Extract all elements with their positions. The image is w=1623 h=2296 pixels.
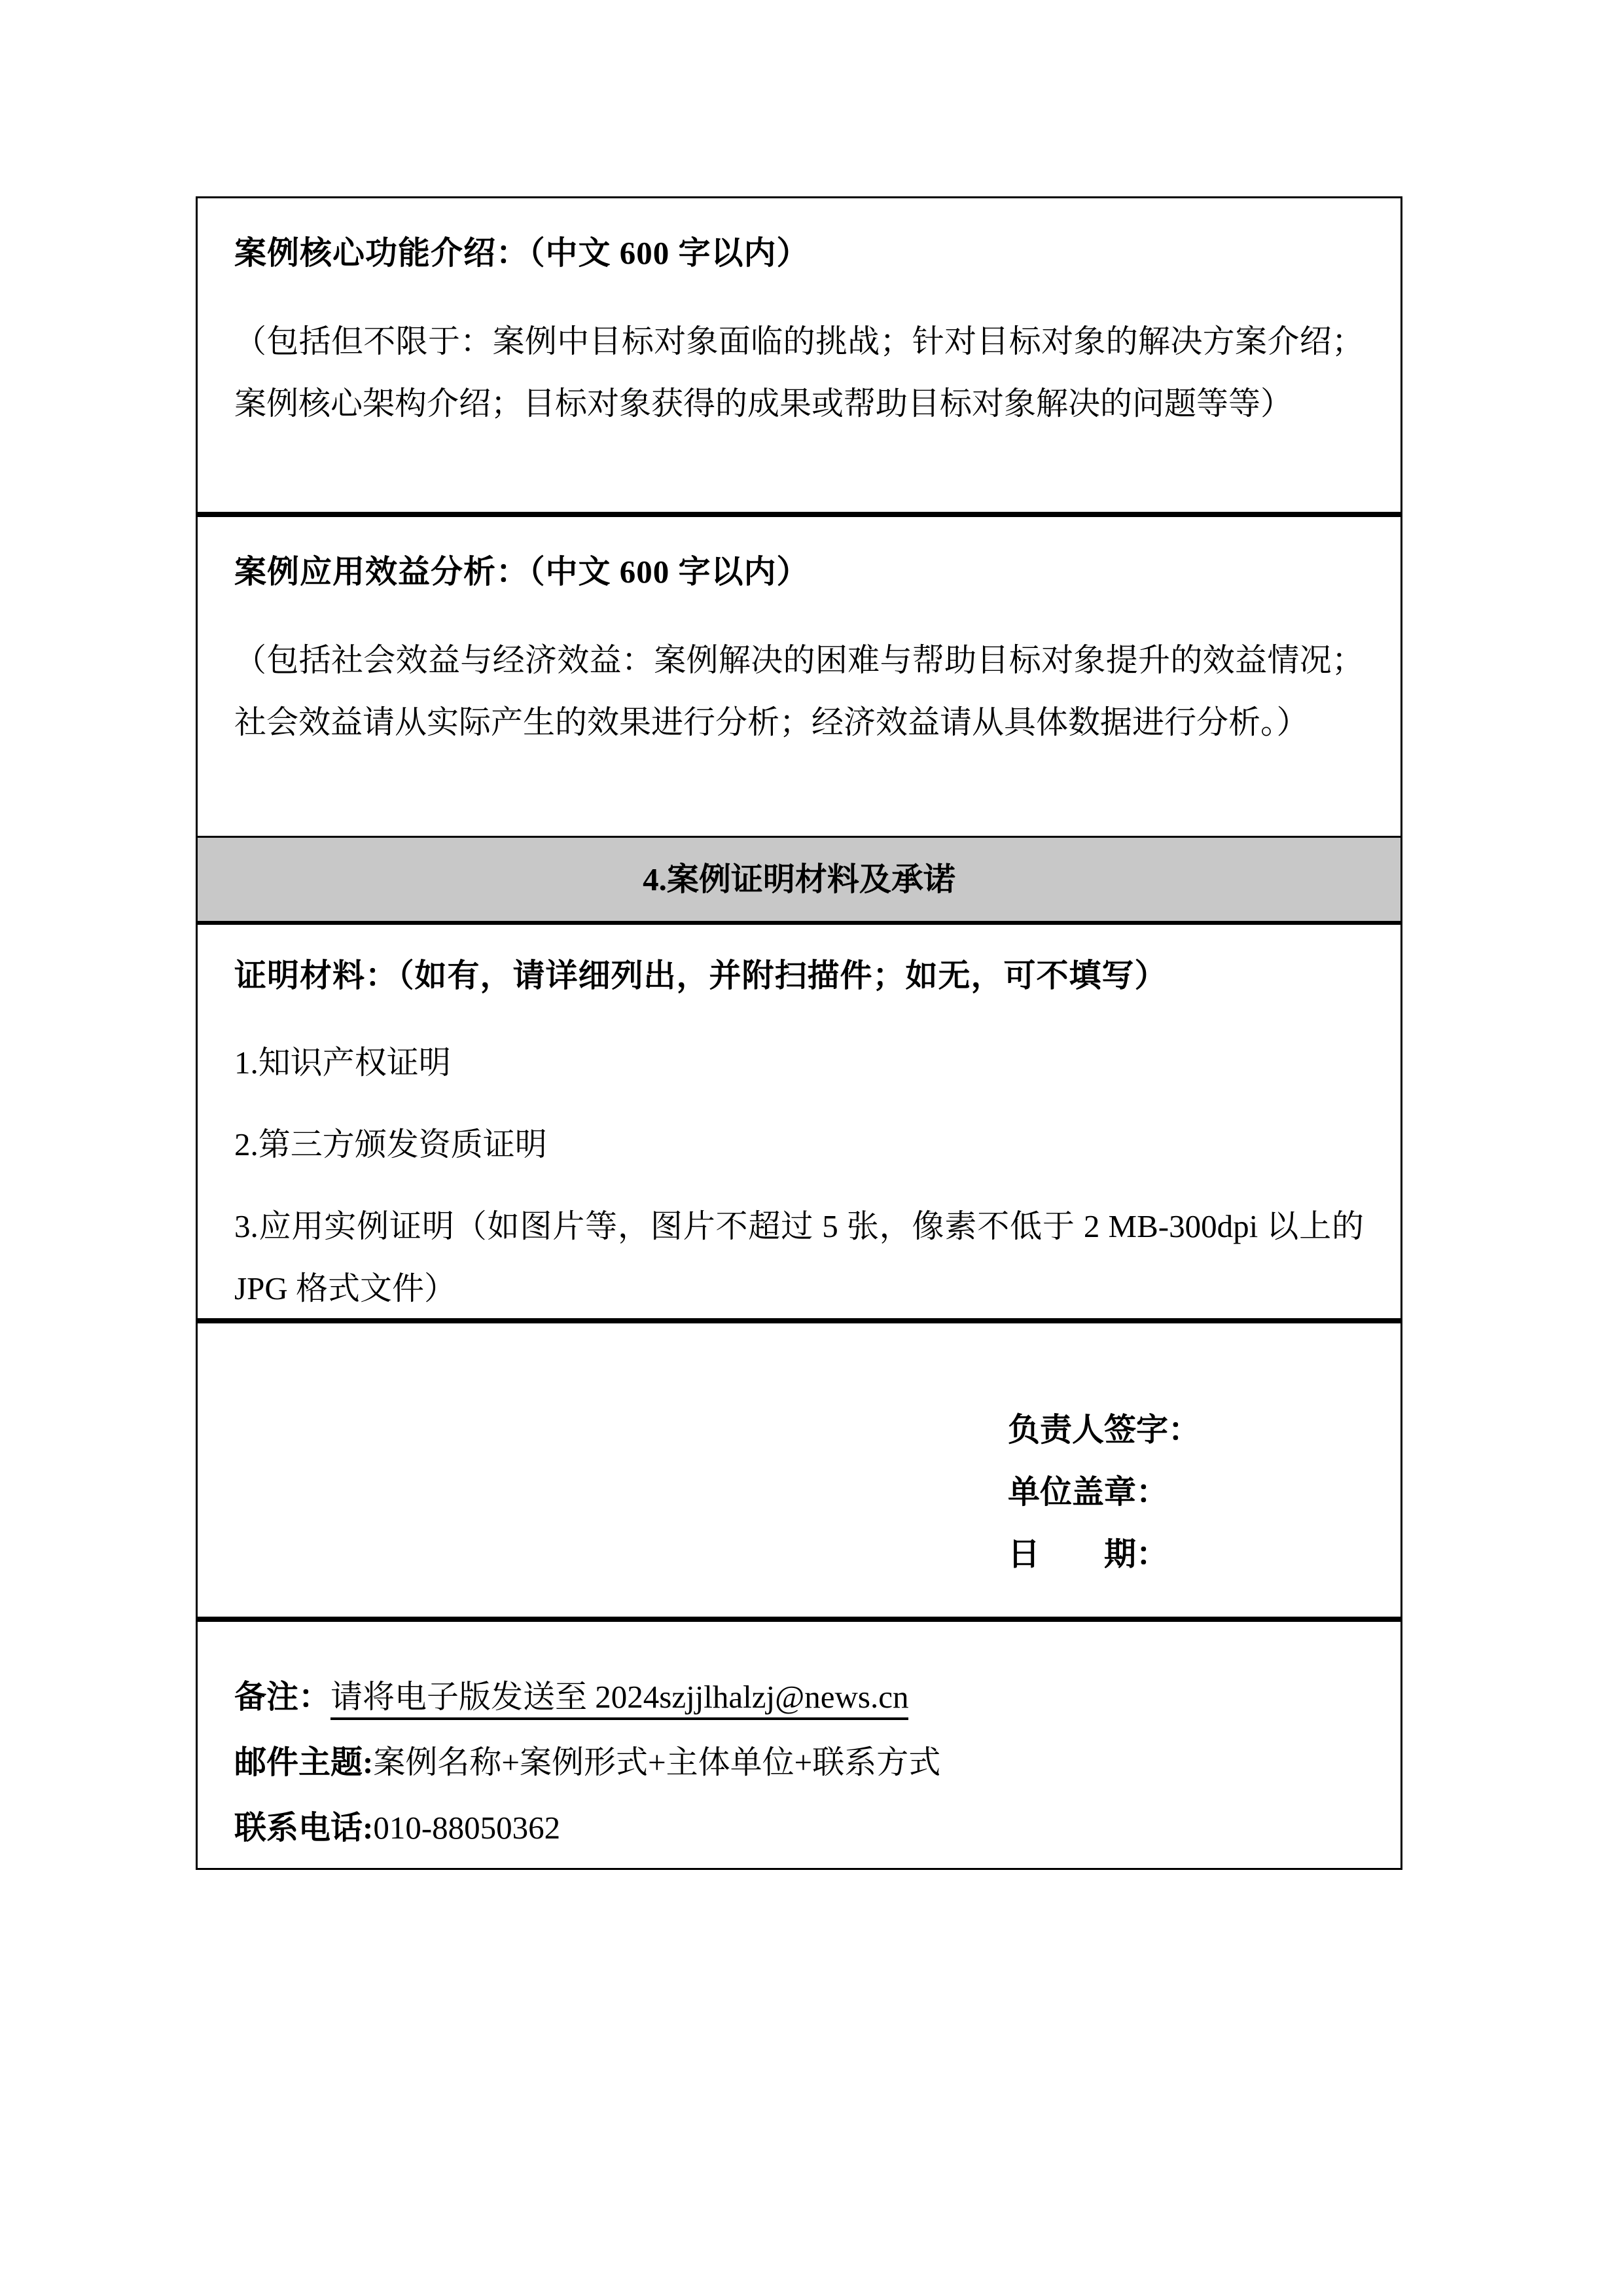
section4-header-row — [198, 838, 1400, 925]
section-proof-materials — [198, 925, 1400, 1323]
section-core-function — [198, 198, 1400, 517]
signature-line-seal: 单位盖章： — [1008, 1474, 1169, 1510]
core-function-note: （包括但不限于：案例中目标对象面临的挑战；针对目标对象的解决方案介绍；案例核心架构介绍；目标对象获得的成果或帮助目标对象解决的问题等等） — [234, 323, 1364, 422]
phone-line — [234, 1795, 1364, 1861]
benefit-analysis-note: （包括社会效益与经济效益：案例解决的困难与帮助目标对象提升的效益情况；社会效益请从实际产生的效果进行分析；经济效益请从具体数据进行分析。） — [234, 642, 1364, 740]
proof-materials-heading: 证明材料：（如有，请详细列出，并附扫描件；如无，可不填写） — [234, 958, 1168, 994]
section4-header-title: 4.案例证明材料及承诺 — [643, 861, 955, 897]
phone-label: 联系电话: — [234, 1810, 374, 1846]
core-function-heading: 案例核心功能介绍：（中文 600 字以内） — [234, 235, 810, 271]
mail-subject-value: 案例名称+案例形式+主体单位+联系方式 — [373, 1744, 941, 1780]
mail-subject-line — [234, 1730, 1364, 1795]
signature-block — [1008, 1399, 1200, 1585]
mail-subject-label: 邮件主题: — [234, 1744, 374, 1780]
section-remarks — [198, 1622, 1400, 1863]
proof-material-item-1: 1.知识产权证明 — [234, 1045, 451, 1081]
benefit-analysis-heading: 案例应用效益分析：（中文 600 字以内） — [234, 554, 810, 590]
phone-value: 010-88050362 — [373, 1810, 561, 1846]
section-benefit-analysis — [198, 517, 1400, 838]
signature-line-date: 日 期： — [1008, 1536, 1169, 1572]
application-form-table — [196, 196, 1402, 1870]
proof-material-item-3: 3.应用实例证明（如图片等，图片不超过 5 张，像素不低于 2 MB-300dpi 以上的 JPG 格式文件） — [234, 1208, 1364, 1306]
remark-label: 备注： — [234, 1679, 331, 1715]
section-signature — [198, 1323, 1400, 1622]
remark-email-text: 请将电子版发送至 2024szjjlhalzj@news.cn — [330, 1679, 908, 1720]
proof-material-item-2: 2.第三方颁发资质证明 — [234, 1126, 547, 1162]
remark-line — [234, 1664, 1364, 1730]
signature-line-responsible: 负责人签字： — [1008, 1412, 1201, 1448]
